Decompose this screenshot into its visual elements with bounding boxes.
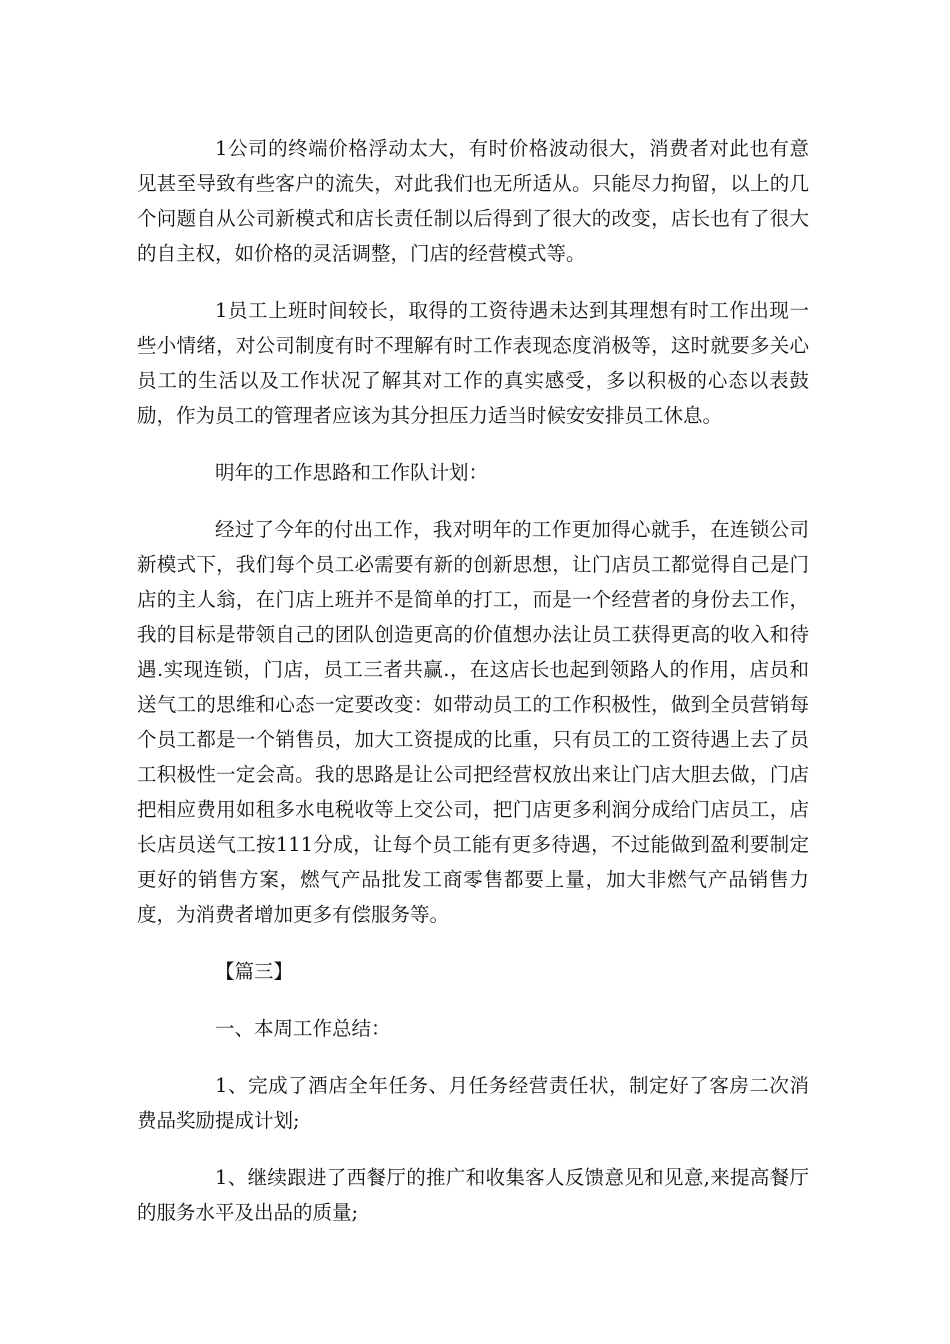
paragraph-price-fluctuation: 1公司的终端价格浮动太大，有时价格波动很大，消费者对此也有意见甚至导致有些客户的流失，对此我们也无所适从。只能尽力拘留，以上的几个问题自从公司新模式和店长责任制以后得到了很大的改变，店长也有了很大的自主权，如价格的灵活调整，门店的经营模式等。 [137, 137, 809, 265]
paragraph-summary-item-1: 1、完成了酒店全年任务、月任务经营责任状，制定好了客房二次消费品奖励提成计划; [137, 1074, 809, 1132]
section-title-part-three: 【篇三】 [215, 960, 294, 983]
paragraph-employee-hours: 1员工上班时间较长，取得的工资待遇未达到其理想有时工作出现一些小情绪，对公司制度有时不理解有时工作表现态度消极等，这时就要多关心员工的生活以及工作状况了解其对工作的真实感受，多以积极的心态以表鼓励，作为员工的管理者应该为其分担压力适当时候安安排员工休息。 [137, 299, 809, 427]
paragraph-summary-item-2: 1、继续跟进了西餐厅的推广和收集客人反馈意见和见意,来提高餐厅的服务水平及出品的质量; [137, 1166, 809, 1224]
paragraph-next-year-plan: 经过了今年的付出工作，我对明年的工作更加得心就手，在连锁公司新模式下，我们每个员工必需要有新的创新思想，让门店员工都觉得自己是门店的主人翁，在门店上班并不是简单的打工，而是一个经营者的身份去工作，我的目标是带领自己的团队创造更高的价值想办法让员工获得更高的收入和待遇.实现连锁，门店，员工三者共赢.，在这店长也起到领路人的作用，店员和送气工的思维和心态一定要改变：如带动员工的工作积极性，做到全员营销每个员工都是一个销售员，加大工资提成的比重，只有员工的工资待遇上去了员工积极性一定会高。我的思路是让公司把经营权放出来让门店大胆去做，门店把相应费用如租多水电税收等上交公司，把门店更多利润分成给门店员工，店长店员送气工按111分成，让每个员工能有更多待遇，不过能做到盈利要制定更好的销售方案，燃气产品批发工商零售都要上量，加大非燃气产品销售力度，为消费者增加更多有偿服务等。 [137, 518, 809, 926]
paragraph-weekly-summary-heading: 一、本周工作总结： [215, 1017, 391, 1040]
paragraph-next-year-plan-heading: 明年的工作思路和工作队计划： [215, 461, 489, 484]
document-body [137, 131, 809, 1252]
